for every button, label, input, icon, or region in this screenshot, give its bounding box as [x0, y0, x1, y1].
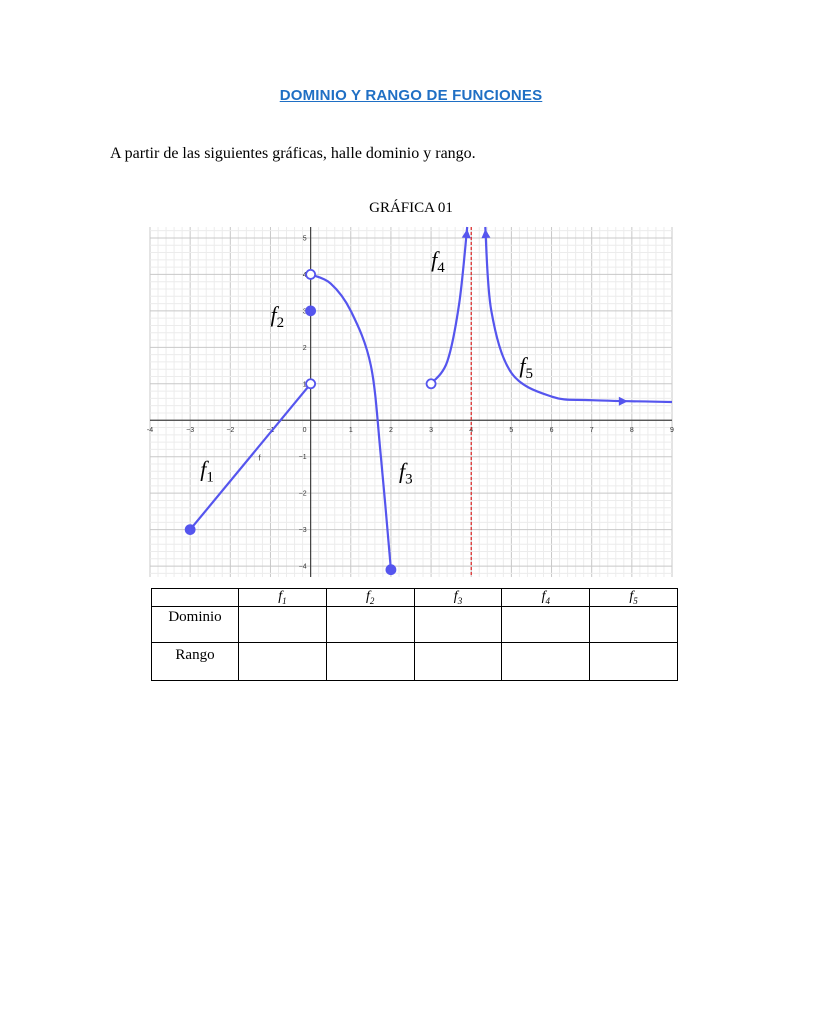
y-tick-label: 4: [302, 271, 307, 279]
label-subscript: 1: [206, 469, 214, 486]
y-tick-label: 1: [302, 381, 307, 389]
label-letter: f: [398, 458, 406, 484]
answer-cell[interactable]: [590, 607, 678, 643]
column-header: $f_3$: [414, 589, 502, 607]
label-letter: f: [519, 352, 526, 378]
answer-table: [151, 588, 678, 681]
x-tick-label: -4: [146, 427, 154, 435]
x-tick-label: 2: [388, 427, 393, 435]
annotation-f: f: [258, 453, 261, 463]
x-tick-label: 8: [629, 427, 634, 435]
label-subscript: 3: [405, 471, 413, 488]
x-tick-label: 5: [509, 427, 514, 435]
label-letter: f: [431, 247, 438, 273]
y-tick-label: 5: [302, 235, 307, 243]
answer-cell[interactable]: [239, 607, 327, 643]
x-tick-label: 3: [429, 427, 434, 435]
series-f3-end-point: [386, 565, 395, 574]
table-corner: [152, 589, 239, 607]
label-subscript: 5: [525, 365, 534, 382]
answer-cell[interactable]: [502, 643, 590, 681]
column-header: $f_2$: [326, 589, 414, 607]
y-tick-label: 2: [302, 344, 307, 352]
y-tick-label: −3: [298, 527, 307, 535]
row-label-rango: Rango: [152, 643, 239, 681]
answer-cell[interactable]: [326, 643, 414, 681]
label-f1: [200, 457, 214, 486]
function-graph: [146, 227, 674, 577]
label-f5: [519, 353, 533, 382]
column-header: $f_4$: [502, 589, 590, 607]
answer-cell[interactable]: [590, 643, 678, 681]
x-tick-label: −3: [186, 427, 195, 435]
series-f1-start-point: [186, 525, 195, 534]
y-tick-label: −2: [298, 490, 307, 498]
document-title: DOMINIO Y RANGO DE FUNCIONES: [279, 87, 543, 104]
y-tick-label: 3: [302, 308, 307, 316]
table-header-row: [152, 589, 678, 607]
x-tick-label: 7: [589, 427, 594, 435]
answer-cell[interactable]: [326, 607, 414, 643]
x-tick-label: 1: [348, 427, 353, 435]
label-letter: f: [270, 301, 277, 327]
table-row: [152, 643, 678, 681]
x-tick-label: 6: [549, 427, 554, 435]
series-f2-start-point: [306, 306, 315, 315]
x-tick-label: −1: [266, 427, 275, 435]
series-f3-start-point: [306, 270, 315, 279]
graph-title: GRÁFICA 01: [369, 200, 453, 216]
answer-cell[interactable]: [239, 643, 327, 681]
grid: [150, 227, 672, 577]
y-tick-label: −4: [298, 563, 307, 571]
column-header: $f_1$: [239, 589, 327, 607]
column-header: $f_5$: [590, 589, 678, 607]
x-tick-label: 0: [302, 427, 307, 435]
label-f2: [270, 302, 284, 331]
x-tick-label: −2: [226, 427, 235, 435]
series-f1-end-point: [306, 379, 315, 388]
row-label-dominio: Dominio: [152, 607, 239, 643]
label-f3: [399, 459, 413, 488]
x-tick-label: 9: [670, 427, 674, 435]
label-subscript: 2: [276, 314, 285, 331]
x-tick-label: 4: [469, 427, 474, 435]
answer-cell[interactable]: [502, 607, 590, 643]
table-row: [152, 607, 678, 643]
label-f4: [431, 247, 445, 276]
label-letter: f: [200, 456, 207, 482]
series-f4-start-point: [427, 379, 436, 388]
answer-cell[interactable]: [414, 607, 502, 643]
instruction-text: A partir de las siguientes gráficas, halle dominio y rango.: [110, 145, 476, 162]
label-subscript: 4: [437, 260, 445, 277]
axes: [147, 227, 674, 577]
answer-cell[interactable]: [414, 643, 502, 681]
y-tick-label: −1: [298, 454, 307, 462]
series-f5-line: [485, 227, 672, 402]
